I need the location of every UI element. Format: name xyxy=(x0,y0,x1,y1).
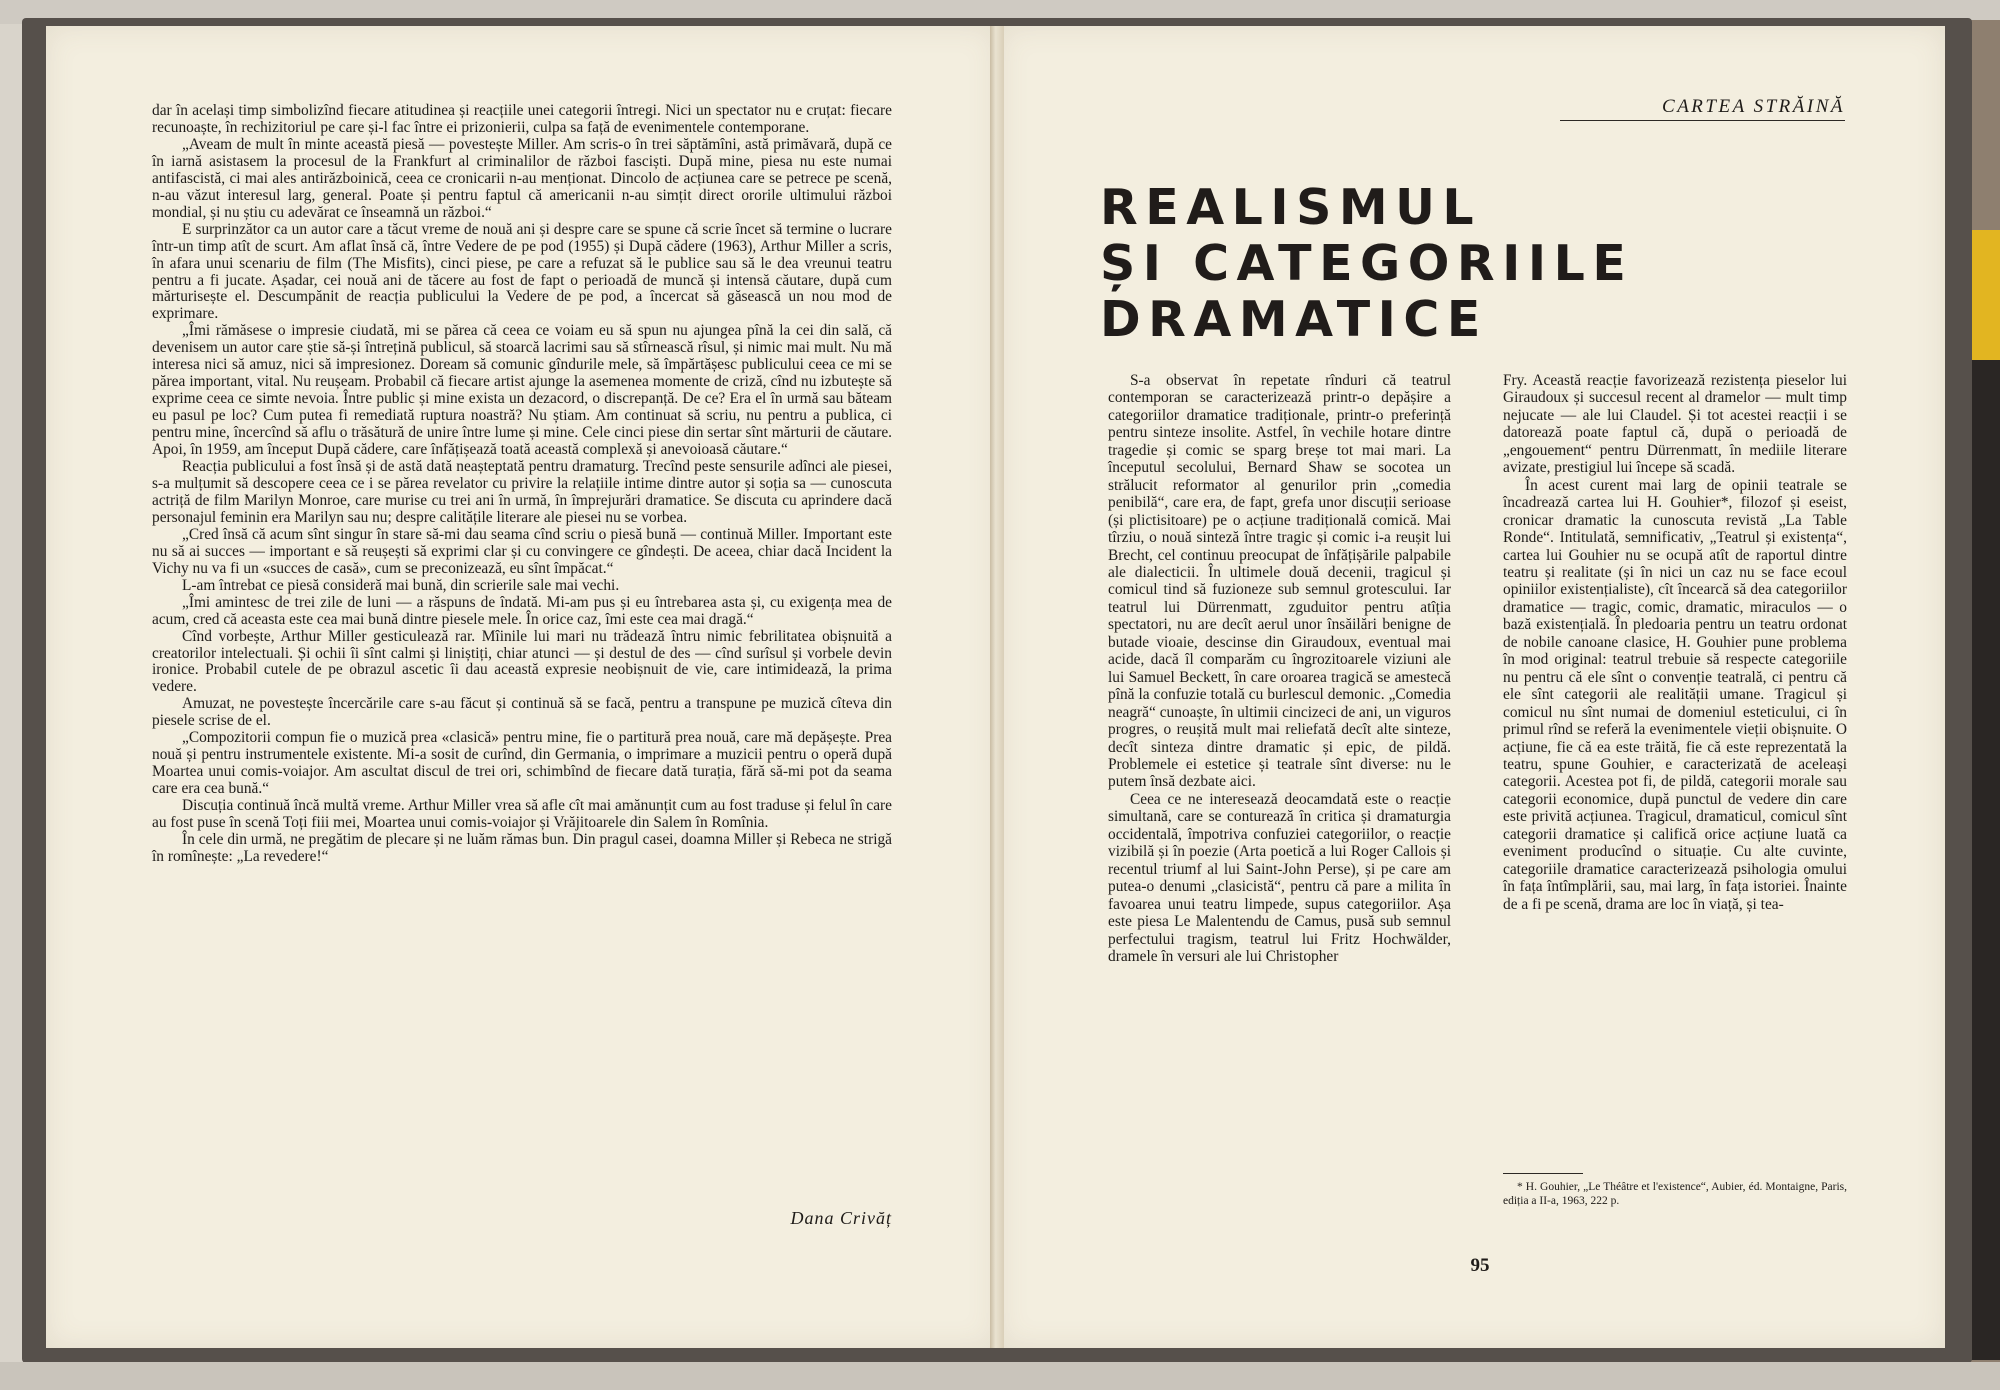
left-page-body xyxy=(152,103,892,866)
footnote-rule xyxy=(1503,1173,1583,1174)
section-label: CARTEA STRĂINĂ xyxy=(1560,96,1845,121)
title-line: DRAMATICE xyxy=(1100,291,1488,348)
page-number: 95 xyxy=(1470,1255,1490,1276)
scan-background-bottom xyxy=(0,1362,2000,1390)
article-column-2 xyxy=(1503,372,1847,913)
paragraph: E surprinzător ca un autor care a tăcut vreme de nouă ani și despre care se spune că scrie încet să termine o lucrare într-un timp atît de scurt. Am aflat însă că, între Vedere de pe pod (1955) și După cădere (1963), Arthur Miller a scris, în afara unui scenariu de film (The Misfits), cinci piese, pe care a refuzat să le publice sau să le dea vreunui teatru pentru a fi jucate. Așadar, cei nouă ani de tăcere au fost de fapt o perioadă de muncă și intensă căutare, după cum mărturisește el. Descumpănit de reacția publicului la Vedere de pe pod, a încercat să găsească un nou mod de exprimare. xyxy=(152,220,892,323)
paragraph: L-am întrebat ce piesă consideră mai bună, din scrierile sale mai vechi. xyxy=(182,576,620,594)
paragraph: „Îmi rămăsese o impresie ciudată, mi se părea că ceea ce voiam eu să spun nu ajungea pînă la cei din sală, că devenisem un autor care știe să-și întrețină publicul, să stoarcă lacrimi sau să stîrnească rîsul, și nimic mai mult. Nu mă interesa nici să amuz, nici să impresionez. Doream să comunic gîndurile mele, să împărtășesc publicului ceea ce mi se părea important, vital. Nu reușeam. Probabil că fiecare artist ajunge la asemenea momente de criză, cînd nu izbutește să exprime ceea ce simte nevoia. Între public și mine exista un dezacord, o discrepanță. De ce? Era el în urmă sau băteam eu pasul pe loc? Cum putea fi remediată ruptura noastră? Nu știam. Am continuat să scriu, nu pentru a publica, ci pentru mine, încercînd să aflu o trăsătură de unire între lume și mine. Cele cinci piese din sertar sînt mărturii de căutare. Apoi, în 1959, am început După cădere, care înfățișează toată această complexă și anevoioasă căutare.“ xyxy=(152,322,892,459)
paragraph: „Cred însă că acum sînt singur în stare să-mi dau seama cînd scriu o piesă bună — continuă Miller. Important este nu să ai succes — important e să reușești să exprimi clar și cu convingere ce gîndești. De aceea, chiar dacă Incident la Vichy nu va fi un «succes de casă», cum se preconizează, eu sînt împăcat.“ xyxy=(152,525,892,577)
paragraph: Amuzat, ne povestește încercările care s-au făcut și continuă să se facă, pentru a transpune pe muzică cîteva din piesele scrise de el. xyxy=(152,695,892,730)
paragraph: „Îmi amintesc de trei zile de luni — a răspuns de îndată. Mi-am pus și eu întrebarea asta și, cu exigența mea de acum, cred că aceasta este cea mai bună dintre piesele mele. În orice caz, îmi este cea mai dragă.“ xyxy=(152,593,892,628)
title-line: ȘI CATEGORIILE xyxy=(1100,235,1634,292)
paragraph: „Aveam de mult în minte această piesă — povestește Miller. Am scris-o în trei săptămîni, astă primăvară, după ce în iarnă asistasem la procesul de la Frankfurt al criminalilor de război fasciști. După mine, piesa nu este numai antifascistă, ci mai ales antirăzboinică, ceea ce cronicarii n-au menționat. Dincolo de acțiunea care se petrece pe scenă, n-au văzut interesul larg, general. Poate și pentru faptul că americanii n-au simțit direct ororile ultimului război mondial, și nu știu cu adevărat ce înseamnă un război.“ xyxy=(152,135,892,221)
article-column-1 xyxy=(1108,372,1451,965)
paragraph: În acest curent mai larg de opinii teatrale se încadrează cartea lui H. Gouhier*, filozof și eseist, cronicar dramatic la cunoscuta revistă „La Table Ronde“. Intitulată, semnificativ, „Teatrul și existența“, cartea lui Gouhier nu se ocupă atît de raportul dintre teatru și realitate (și în nici un caz nu se face ecoul opiniilor existențialiste), cît încearcă să dea categoriilor dramatice — tragic, comic, dramatic, miraculos — o bază existențială. În pledoaria pentru un teatru ordonat de nobile canoane clasice, H. Gouhier pune problema în mod original: teatrul trebuie să respecte categoriile nu pentru că ele sînt o convenție teatrală, ci pentru că ele sînt categorii ale realității umane. Tragicul și comicul nu sînt numai de domeniul esteticului, ci în primul rînd se referă la evenimentele vieții obișnuite. O acțiune, fie că ea este trăită, fie că este reprezentată la teatru, spune Gouhier, e caracterizată de aceleași categorii. Acestea pot fi, de pildă, categorii morale sau categorii economice, după punctul de vedere din care este privită acțiunea. Tragicul, dramaticul, comicul sînt categorii dramatice și califică orice acțiune luată ca eveniment producînd o situație. Cu alte cuvinte, categoriile dramatice caracterizează psihologia omului în fața întîmplării, sau, mai larg, în fața istoriei. Înainte de a fi pe scenă, drama are loc în viață, și tea- xyxy=(1503,476,1847,913)
paragraph: dar în același timp simbolizînd fiecare atitudinea și reacțiile unei categorii întregi. Nici un spectator nu e cruțat: fiecare recunoaște, în rechizitoriul pe care și-l fac între ei prizonierii, culpa sa față de evenimentele contemporane. xyxy=(152,102,892,136)
paragraph: „Compozitorii compun fie o muzică prea «clasică» pentru mine, fie o partitură prea nouă, care mă depășește. Prea nouă și pentru instrumentele existente. Mi-a sosit de curînd, din Germania, o imprimare a muzicii pentru o operă după Moartea unui comis-voiajor. Am ascultat discul de trei ori, schimbînd de fiecare dată turația, fără să-mi pot da seama care era cea bună.“ xyxy=(152,729,892,798)
paragraph: Cînd vorbește, Arthur Miller gesticulează rar. Mîinile lui mari nu trădează întru nimic febrilitatea obișnuită a creatorilor intelectuali. Și ochii îi sînt calmi și liniștiți, chiar atunci — și destul de des — cînd surîsul și vorbele devin ironice. Probabil cutele de pe obrazul ascetic îi dau această expresie neobișnuit de vie, care intimidează, la prima vedere. xyxy=(152,627,892,696)
paragraph: Discuția continuă încă multă vreme. Arthur Miller vrea să afle cît mai amănunțit cum au fost traduse și felul în care au fost puse în scenă Toți fiii mei, Moartea unui comis-voiajor și Vrăjitoarele din Salem în Romînia. xyxy=(152,797,892,832)
footnote: * H. Gouhier, „Le Théâtre et l'existence“, Aubier, éd. Montaigne, Paris, ediția a II-a, 1963, 222 p. xyxy=(1503,1181,1847,1207)
paragraph: Fry. Această reacție favorizează rezistența pieselor lui Giraudoux și succesul recent al dramelor — mult timp nejucate — ale lui Claudel. Și tot acestei reacții i se datorează poate faptul că, după o perioadă de „engouement“ pentru Dürrenmatt, în mediile literare avizate, prestigiul lui începe să scadă. xyxy=(1503,372,1847,477)
author-signature: Dana Crivăț xyxy=(790,1208,892,1228)
paragraph: S-a observat în repetate rînduri că teatrul contemporan se caracterizează printr-o depășire a categoriilor dramatice tradiționale, printr-o preferință pentru sinteze insolite. Astfel, în vechile hotare dintre tragedie și comic se sparg breșe tot mai mari. La începutul secolului, Bernard Shaw se socotea un strălucit reformator al genurilor prin „comedia penibilă“, care era, de fapt, grefa unor discuții serioase (și plictisitoare) pe o acțiune tradițională comică. Mai tîrziu, o nouă sinteză între tragic și comic i-a reușit lui Brecht, cel continuu preocupat de înfățișările palpabile ale dialecticii. În ultimele două decenii, tragicul și comicul tind să fuzioneze sub semnul grotescului. Iar teatrul lui Dürrenmatt, zguduitor pentru atîția spectatori, nu are decît aerul unor însăilări benigne de butade vioaie, descinse din Giraudoux, eventual mai acide, dacă îl comparăm cu îngrozitoarele viziuni ale lui Samuel Beckett, în care oroarea tragică se amestecă pînă la confuzie totală cu burlescul demonic. „Comedia neagră“ cunoaște, în ultimii cincizeci de ani, un viguros progres, o reușită mult mai reliefată decît alte sinteze, decît sinteza dintre dramatic și epic, de pildă. Problemele ei estetice și teatrale sînt diverse: nu le putem însă dezbate aici. xyxy=(1108,372,1451,791)
paragraph: În cele din urmă, ne pregătim de plecare și ne luăm rămas bun. Din pragul casei, doamna Miller și Rebeca ne strigă în romînește: „La revedere!“ xyxy=(152,830,892,865)
paragraph: Reacția publicului a fost însă și de astă dată neașteptată pentru dramaturg. Trecînd peste sensurile adînci ale piesei, s-a mulțumit să descopere ceea ce i se părea revelator cu privire la relațiile intime dintre autor și soția sa — cunoscuta actriță de film Marilyn Monroe, care murise cu trei ani în urmă, în împrejurări dramatice. Se discuta cu aprindere dacă personajul feminin era Marilyn sau nu; despre calitățile literare ale piesei nu se vorbea. xyxy=(152,458,892,526)
paragraph: Ceea ce ne interesează deocamdată este o reacție simultană, care se conturează în critica și dramaturgia occidentală, împotriva confuziei categoriilor, o reacție vizibilă și în poezie (Arta poetică a lui Roger Callois și recentul triumf al lui Saint-John Perse), și pe care am putea-o denumi „clasicistă“, pentru că pare a milita în favoarea unui teatru limpede, supus categoriilor. Așa este piesa Le Malentendu de Camus, pusă sub semnul perfectului tragism, teatrul lui Fritz Hochwälder, dramele în versuri ale lui Christopher xyxy=(1108,790,1451,965)
book-gutter xyxy=(990,26,1004,1348)
title-line: REALISMUL xyxy=(1100,179,1482,236)
article-title xyxy=(1100,180,1660,348)
